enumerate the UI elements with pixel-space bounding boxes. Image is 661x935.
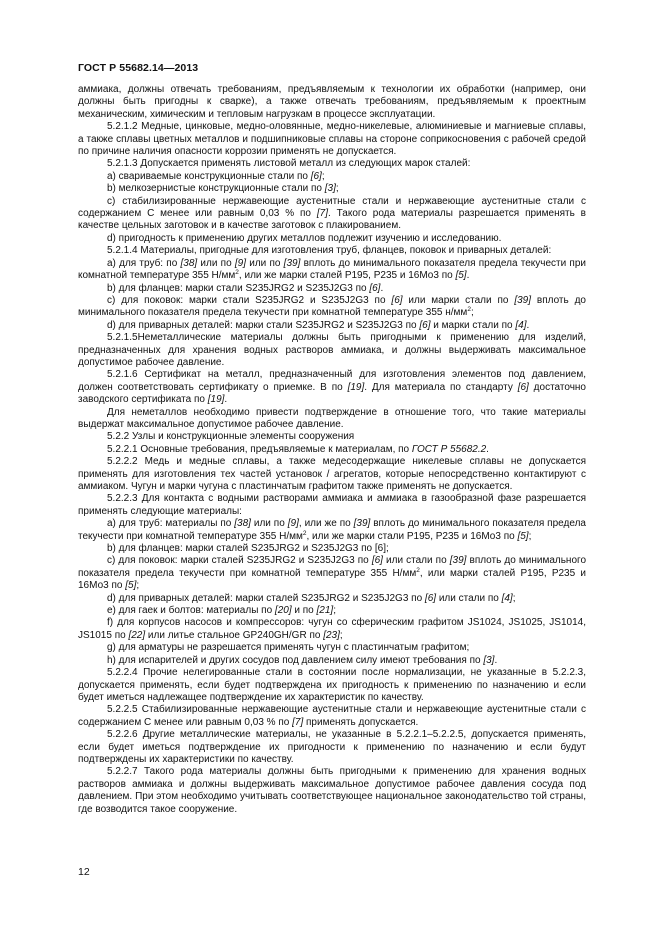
document-body [78, 84, 586, 816]
reference-text: [38] [234, 518, 251, 530]
paragraph-text: d) для приварных деталей: марки стали S235JRG2 и S235J2G3 по [107, 319, 420, 331]
reference-text: [5] [455, 270, 467, 282]
paragraph-text: a) для труб: материалы по [107, 518, 235, 530]
paragraph-text: 5.2.1.5Неметаллические материалы должны быть пригодными к применению для изделий, предназначенных для хранения водных растворов аммиака, и должны выдерживать максимальное допустимое рабочее давление. [78, 332, 586, 368]
paragraph [78, 766, 586, 816]
paragraph-text: 5.2.1.6 Сертификат на металл, предназначенный для изготовления элементов под давлением, должен соответствовать сертификату о приемке. В по [78, 369, 586, 393]
paragraph [78, 295, 586, 320]
paragraph-text: вплоть до минимального показателя предела текучести при комнатной температуре 355 н/мм [78, 294, 586, 319]
paragraph [78, 369, 586, 406]
paragraph [78, 655, 586, 667]
paragraph [78, 407, 586, 432]
paragraph [78, 518, 586, 543]
paragraph-text: вплоть до минимального показателя предела текучести при комнатной температуре 355 Н/мм [78, 257, 586, 282]
paragraph-text: f) для корпусов насосов и компрессоров: чугун со сферическим графитом JS1024, JS1025, JS1014, JS1015 по [78, 617, 586, 641]
reference-text: [39] [514, 294, 532, 306]
reference-text: ГОСТ Р 55682.2 [411, 443, 487, 455]
paragraph-text: 5.2.1.2 Медные, цинковые, медно-оловянные, медно-никелевые, алюминиевые и магниевые сплавы, а также сплавы цветных металлов и подшипниковые сплавы на стороне соприкосновения с рабочей средой по причине наличия опасности коррозии применять не допускается. [78, 121, 586, 158]
reference-text: [6] [424, 592, 437, 604]
paragraph-text: или по [197, 257, 235, 269]
reference-text: [9] [287, 518, 299, 530]
reference-text: [20] [274, 605, 292, 617]
reference-text: [6] [369, 282, 381, 294]
paragraph-text: или стали по [436, 592, 502, 604]
paragraph-text: d) пригодность к применению других металлов подлежит изучению и исследованию. [107, 232, 502, 244]
document-header: ГОСТ Р 55682.14—2013 [78, 62, 199, 74]
paragraph-text: , или же по [298, 518, 354, 530]
paragraph-text: e) для гаек и болтов: материалы по [107, 605, 275, 617]
paragraph [78, 605, 586, 617]
paragraph [78, 431, 586, 443]
paragraph [78, 121, 586, 158]
page-number: 12 [78, 866, 90, 878]
paragraph-text: 5.2.2.4 Прочие нелегированные стали в состоянии после нормализации, не указанные в 5.2.2.3, допускается применять, если будет подтверждена их пригодность к применению по назначению и если будет иметься надлежащее подтверждение их характеристик по качеству. [78, 667, 586, 703]
reference-text: [22] [128, 629, 146, 641]
reference-text: [39] [283, 257, 301, 269]
paragraph [78, 320, 586, 332]
paragraph-text: 5.2.2.6 Другие металлические материалы, не указанные в 5.2.2.1–5.2.2.5, допускается применять, если будет иметься подтверждение их пригодности к применению по назначению и если будут подтверждены их характеристики по качеству. [78, 729, 586, 765]
paragraph-text: a) для труб: по [107, 257, 181, 269]
paragraph-text: ; [528, 530, 532, 542]
reference-text: [4] [515, 319, 527, 331]
paragraph [78, 84, 586, 121]
reference-text: [6] [310, 170, 322, 182]
paragraph-text: . Такого рода материалы разрешается применять в качестве цельных заготовок и в качестве заготовок с плакированием. [78, 208, 586, 232]
reference-text: [39] [353, 518, 371, 530]
paragraph-text: и марки стали по [430, 319, 516, 331]
paragraph-text: 5.2.2.2 Медь и медные сплавы, а также медесодержащие никелевые сплавы не допускается применять для изготовления тех частей установок / агрегатов, которые непосредственно контактируют с аммиаком. Чугун и марки чугуна с пластинчатым графитом также применять не допускается. [78, 456, 586, 492]
paragraph [78, 258, 586, 283]
reference-text: [6] [391, 294, 403, 306]
paragraph-text: c) для поковок: марки стали S235JRG2 и S235J2G3 по [107, 294, 392, 306]
paragraph-text: 5.2.2 Узлы и конструкционные элементы сооружения [107, 431, 355, 443]
paragraph [78, 642, 586, 654]
paragraph [78, 543, 586, 555]
paragraph-text: b) для фланцев: марки стали S235JRG2 и S235J2G3 по [107, 282, 370, 294]
paragraph-text: . [466, 270, 470, 282]
paragraph [78, 245, 586, 257]
paragraph-text: g) для арматуры не разрешается применять чугун с пластинчатым графитом; [107, 642, 470, 654]
paragraph-text: a) свариваемые конструкционные стали по [107, 170, 311, 182]
reference-text: [7] [316, 208, 328, 220]
reference-text: [19] [207, 394, 225, 406]
paragraph-text: . Для материала по стандарту [364, 381, 518, 393]
paragraph-text: . [486, 443, 489, 455]
paragraph [78, 183, 586, 195]
paragraph-text: c) для поковок: марки сталей S235JRG2 и S235J2G3 по [107, 555, 372, 567]
reference-text: [6] [419, 319, 431, 331]
paragraph-text: и по [291, 605, 317, 617]
paragraph [78, 493, 586, 518]
paragraph [78, 729, 586, 766]
paragraph-text: применять допускается. [303, 716, 419, 728]
paragraph-text: ; [333, 605, 336, 617]
paragraph [78, 332, 586, 369]
paragraph [78, 617, 586, 642]
reference-text: [23] [323, 629, 340, 641]
reference-text: [4] [501, 592, 513, 604]
paragraph-text: b) для фланцев: марки сталей S235JRG2 и S235J2G3 по [6]; [107, 543, 389, 555]
reference-text: [3] [483, 654, 495, 666]
superscript: 2 [302, 529, 307, 537]
paragraph-text: ; [335, 183, 339, 195]
paragraph-text: вплоть до минимального показателя предела текучести при комнатной температуре 355 Н/мм [78, 518, 586, 542]
paragraph-text: 5.2.2.7 Такого рода материалы должны быть пригодными к применению для хранения водных растворов аммиака и должны выдерживать максимальное допустимое рабочее давления сосуда под давлением. При этом необходимо учитывать соответствующее национальное законодательство той страны, где возводится такое сооружение. [78, 766, 586, 815]
paragraph [78, 555, 586, 592]
paragraph-text: c) стабилизированные нержавеющие аустенитные стали и нержавеющие аустенитные стали с содержанием С менее или равным 0,03 % по [78, 195, 586, 220]
paragraph-text: ; [512, 592, 516, 604]
paragraph [78, 444, 586, 456]
paragraph-text: аммиака, должны отвечать требованиям, предъявляемым к технологии их обработки (например, они должны быть пригодны к сварке), а также отвечать требованиям, предъявляемым к проектным механическим, химическим и тепловым нагрузкам в процессе эксплуатации. [78, 84, 586, 120]
paragraph-text: или стали по [382, 555, 450, 567]
paragraph-text: . [526, 319, 530, 331]
reference-text: [9] [234, 257, 246, 269]
paragraph [78, 233, 586, 245]
reference-text: [5] [125, 580, 137, 592]
paragraph [78, 704, 586, 729]
paragraph-text: достаточно заводского сертификата по [78, 381, 586, 406]
paragraph-text: . [494, 654, 498, 666]
reference-text: [19] [347, 381, 365, 393]
paragraph-text: или по [250, 518, 288, 530]
paragraph-text: 5.2.2.5 Стабилизированные нержавеющие аустенитные стали и нержавеющие аустенитные стали с содержанием С менее или равным 0,03 % по [78, 704, 586, 728]
paragraph [78, 667, 586, 704]
paragraph-text: или по [246, 257, 284, 269]
paragraph-text: ; [470, 307, 474, 319]
superscript: 2 [467, 306, 471, 314]
paragraph-text: ; [339, 629, 343, 641]
paragraph-text: b) мелкозернистые конструкционные стали по [107, 183, 325, 195]
paragraph-text: d) для приварных деталей: марки сталей S235JRG2 и S235J2G3 по [107, 592, 425, 604]
paragraph-text: ; [136, 580, 140, 592]
paragraph-text: 5.2.1.3 Допускается применять листовой металл из следующих марок сталей: [107, 158, 471, 170]
paragraph-text: h) для испарителей и других сосудов под давлением силу имеют требования по [107, 654, 484, 666]
paragraph-text: Для неметаллов необходимо привести подтверждение в отношение того, что такие материалы выдержат максимальное допустимое рабочее давление. [78, 406, 586, 430]
paragraph-text: . [224, 394, 228, 406]
paragraph-text: , или же марки сталей Р195, Р235 и 16Мо3 по [238, 270, 456, 282]
paragraph [78, 593, 586, 605]
reference-text: [7] [292, 716, 304, 728]
paragraph [78, 283, 586, 295]
reference-text: [3] [324, 183, 336, 195]
reference-text: [39] [449, 555, 467, 567]
paragraph-text: , или марки сталей Р195, Р235 и 16Мо3 по [78, 567, 586, 592]
paragraph [78, 456, 586, 493]
reference-text: [6] [371, 555, 383, 567]
paragraph-text: или литье стальное GP240GH/GR по [145, 629, 324, 641]
reference-text: [5] [517, 530, 529, 542]
paragraph [78, 171, 586, 183]
paragraph-text: 5.2.1.4 Материалы, пригодные для изготовления труб, фланцев, поковок и приварных деталей: [107, 245, 552, 257]
superscript: 2 [416, 566, 420, 574]
paragraph-text: 5.2.2.1 Основные требования, предъявляемые к материалам, по [107, 443, 412, 455]
paragraph-text: или марки стали по [402, 294, 515, 306]
paragraph-text: . [380, 282, 384, 294]
reference-text: [6] [517, 381, 529, 393]
paragraph [78, 196, 586, 233]
reference-text: [38] [180, 257, 198, 269]
paragraph-text: ; [321, 170, 325, 182]
superscript: 2 [235, 269, 239, 277]
reference-text: [21] [316, 605, 334, 617]
paragraph [78, 158, 586, 170]
paragraph-text: 5.2.2.3 Для контакта с водными растворами аммиака и аммиака в газообразной фазе разрешается применять следующие материалы: [78, 493, 586, 517]
paragraph-text: вплоть до минимального показателя предела текучести при комнатной температуре 355 Н/мм [78, 555, 587, 579]
paragraph-text: , или же марки стали Р195, Р235 и 16Мо3 по [306, 530, 518, 542]
